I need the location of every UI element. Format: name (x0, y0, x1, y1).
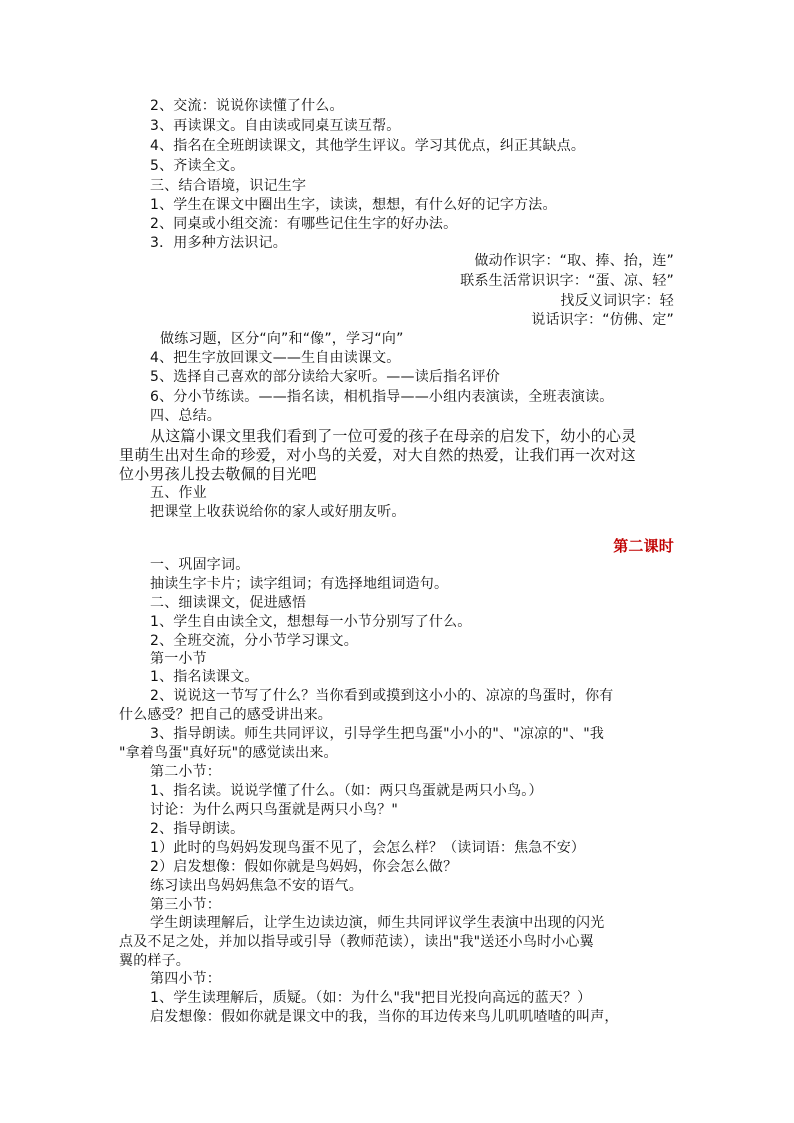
section-heading: 三、结合语境，识记生字 (150, 178, 307, 194)
section-heading: 五、作业 (150, 485, 207, 501)
text-line: 点及不足之处，并加以指导或引导（教师范读），读出"我"送还小鸟时小心翼 (119, 934, 594, 950)
text-line: 4、把生字放回课文——生自由读课文。 (150, 350, 401, 366)
text-line: 讨论：为什么两只鸟蛋就是两只小鸟？" (150, 802, 399, 818)
lesson-heading: 第二课时 (613, 537, 674, 555)
text-line: 1、学生读理解后，质疑。（如：为什么"我"把目光投向高远的蓝天？） (150, 990, 592, 1006)
text-line: 3、再读课文。自由读或同桌互读互帮。 (150, 118, 401, 134)
text-line-right: 找反义词识字：轻 (560, 293, 674, 309)
section-heading: 二、细读课文，促进感悟 (150, 595, 307, 611)
text-line: 学生朗读理解后，让学生边读边演，师生共同评议学生表演中出现的闪光 (150, 915, 605, 931)
text-line: 里萌生出对生命的珍爱，对小鸟的关爱，对大自然的热爱，让我们再一次对这 (119, 446, 636, 464)
subsection-heading: 第二小节： (150, 764, 221, 780)
text-line: 2、同桌或小组交流：有哪些记住生字的好办法。 (150, 216, 458, 232)
text-line: 翼的样子。 (119, 953, 190, 969)
text-line: 1、学生在课文中圈出生字，读读，想想，有什么好的记字方法。 (150, 197, 557, 213)
text-line-right: 说话识字：“仿佛、定” (531, 312, 674, 328)
text-line: 2、全班交流，分小节学习课文。 (150, 633, 358, 649)
text-line: 启发想像：假如你就是课文中的我，当你的耳边传来鸟儿叽叽喳喳的叫声， (150, 1009, 619, 1025)
text-line: "拿着鸟蛋"真好玩"的感觉读出来。 (119, 745, 338, 761)
subsection-heading: 第三小节： (150, 897, 221, 913)
text-line: 从这篇小课文里我们看到了一位可爱的孩子在母亲的启发下，幼小的心灵 (150, 427, 637, 445)
text-line: 6、分小节练读。——指名读，相机指导——小组内表演读，全班表演读。 (150, 389, 614, 405)
text-line-right: 做动作识字：“取、捧、抬，连” (474, 253, 674, 269)
text-line: 3．用多种方法识记。 (150, 235, 287, 251)
text-line: 抽读生字卡片；读字组词；有选择地组词造句。 (150, 576, 449, 592)
text-line: 4、指名在全班朗读课文，其他学生评议。学习其优点，纠正其缺点。 (150, 138, 586, 154)
text-line: 2、指导朗读。 (150, 821, 245, 837)
text-line: 3、指导朗读。师生共同评议，引导学生把鸟蛋"小小的"、"凉凉的"、"我 (150, 726, 605, 742)
text-line: 5、选择自己喜欢的部分读给大家听。——读后指名评价 (150, 369, 500, 385)
text-line: 位小男孩儿投去敬佩的目光吧 (119, 465, 317, 483)
text-line-right: 联系生活常识识字：“蛋、凉、轻” (460, 273, 674, 289)
subsection-heading: 第一小节 (150, 651, 207, 667)
text-line: 2、说说这一节写了什么？当你看到或摸到这小小的、凉凉的鸟蛋时，你有 (150, 688, 614, 704)
text-line: 1）此时的鸟妈妈发现鸟蛋不见了，会怎么样？（读词语：焦急不安） (150, 840, 586, 856)
subsection-heading: 第四小节： (150, 971, 221, 987)
section-heading: 四、总结。 (150, 408, 221, 424)
text-line: 1、指名读。说说学懂了什么。（如：两只鸟蛋就是两只小鸟。） (150, 783, 543, 799)
text-line: 2）启发想像：假如你就是鸟妈妈，你会怎么做？ (150, 859, 458, 875)
text-line: 做练习题，区分“向”和“像”，学习“向” (160, 331, 404, 347)
text-line: 1、指名读课文。 (150, 669, 259, 685)
text-line: 练习读出鸟妈妈焦急不安的语气。 (150, 878, 363, 894)
text-line: 什么感受？把自己的感受讲出来。 (119, 707, 332, 723)
text-line: 1、学生自由读全文，想想每一小节分别写了什么。 (150, 614, 472, 630)
text-line: 2、交流：说说你读懂了什么。 (150, 98, 344, 114)
section-heading: 一、巩固字词。 (150, 557, 250, 573)
text-line: 把课堂上收获说给你的家人或好朋友听。 (150, 504, 406, 520)
text-line: 5、齐读全文。 (150, 158, 245, 174)
